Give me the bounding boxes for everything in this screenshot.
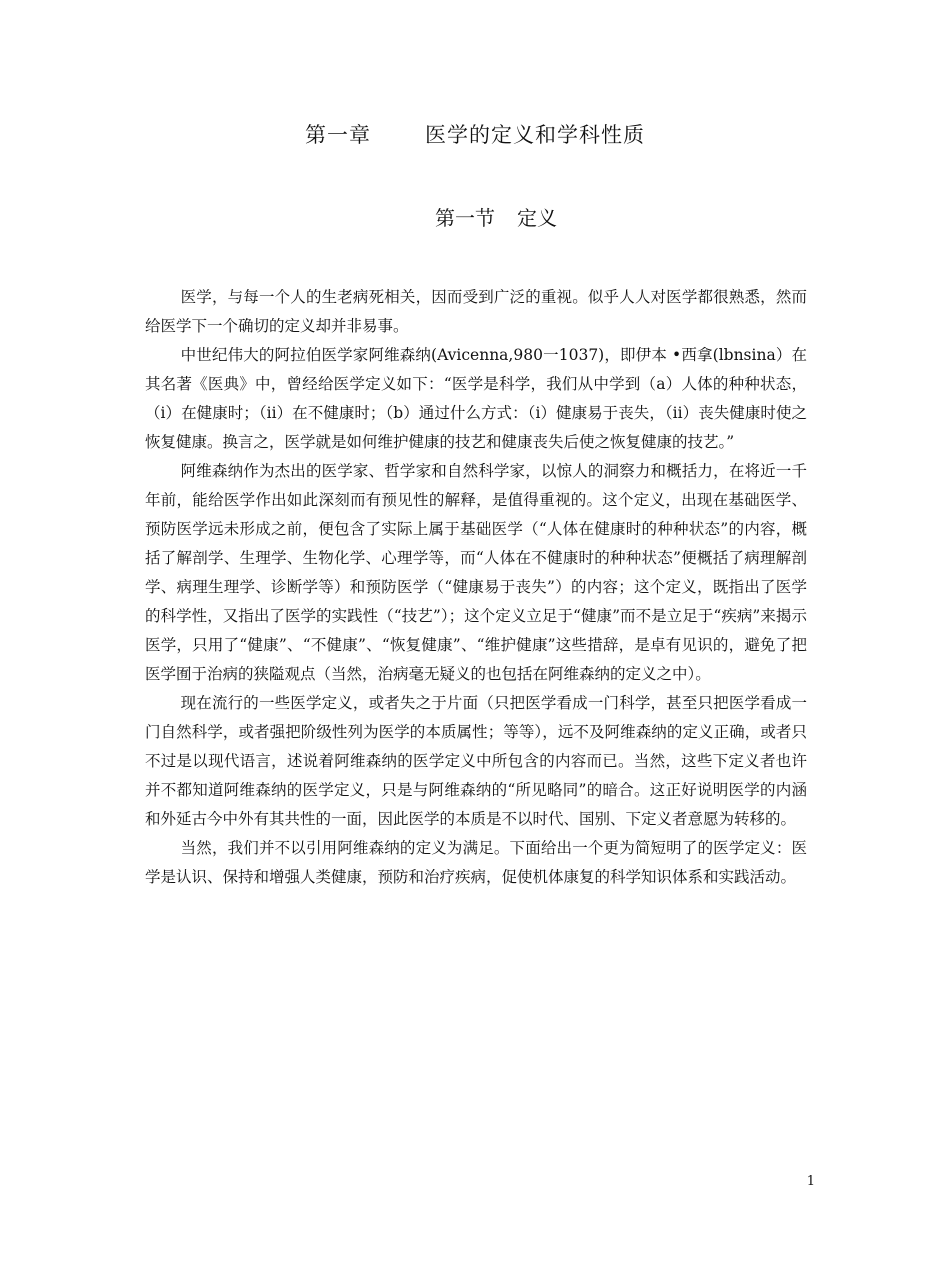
section-title bbox=[0, 202, 950, 234]
paragraph-3: 阿维森纳作为杰出的医学家、哲学家和自然科学家，以惊人的洞察力和概括力，在将近一千年前，能给医学作出如此深刻而有预见性的解释，是值得重视的。这个定义，出现在基础医学、预防医学远未形成之前，便包含了实际上属于基础医学（“人体在健康时的种种状态”的内容，概括了解剖学、生理学、生物化学、心理学等，而“人体在不健康时的种种状态”便概括了病理解剖学、病理生理学、诊断学等）和预防医学（“健康易于丧失”）的内容；这个定义，既指出了医学的科学性，又指出了医学的实践性（“技艺”）；这个定义立足于“健康”而不是立足于“疾病”来揭示医学，只用了“健康”、“不健康”、“恢复健康”、“维护健康”这些措辞，是卓有见识的，避免了把医学囿于治病的狭隘观点（当然，治病毫无疑义的也包括在阿维森纳的定义之中）。 bbox=[145, 462, 807, 683]
chapter-title bbox=[0, 118, 950, 152]
paragraph-2: 中世纪伟大的阿拉伯医学家阿维森纳(Avicenna,980一1037)，即伊本 •西拿(lbnsina）在其名著《医典》中，曾经给医学定义如下：“医学是科学，我们从中学到（a）人体的种种状态，（i）在健康时；（ii）在不健康时；（b）通过什么方式：（i）健康易于丧失，（ii）丧失健康时使之恢复健康。换言之，医学就是如何维护健康的技艺和健康丧失后使之恢复健康的技艺。” bbox=[145, 346, 807, 451]
page-number: 1 bbox=[806, 1174, 815, 1189]
section-name: 定义 bbox=[517, 206, 557, 230]
body-text bbox=[145, 283, 807, 892]
chapter-name: 医学的定义和学科性质 bbox=[425, 123, 645, 147]
section-number: 第一节 bbox=[435, 206, 495, 230]
chapter-number: 第一章 bbox=[305, 123, 371, 147]
paragraph-1: 医学，与每一个人的生老病死相关，因而受到广泛的重视。似乎人人对医学都很熟悉，然而给医学下一个确切的定义却并非易事。 bbox=[145, 288, 807, 335]
paragraph-5: 当然，我们并不以引用阿维森纳的定义为满足。下面给出一个更为简短明了的医学定义：医学是认识、保持和增强人类健康，预防和治疗疾病，促使机体康复的科学知识体系和实践活动。 bbox=[145, 839, 807, 886]
paragraph-4: 现在流行的一些医学定义，或者失之于片面（只把医学看成一门科学，甚至只把医学看成一门自然科学，或者强把阶级性列为医学的本质属性；等等），远不及阿维森纳的定义正确，或者只不过是以现代语言，述说着阿维森纳的医学定义中所包含的内容而已。当然，这些下定义者也许并不都知道阿维森纳的医学定义，只是与阿维森纳的“所见略同”的暗合。这正好说明医学的内涵和外延古今中外有其共性的一面，因此医学的本质是不以时代、国别、下定义者意愿为转移的。 bbox=[145, 694, 807, 828]
